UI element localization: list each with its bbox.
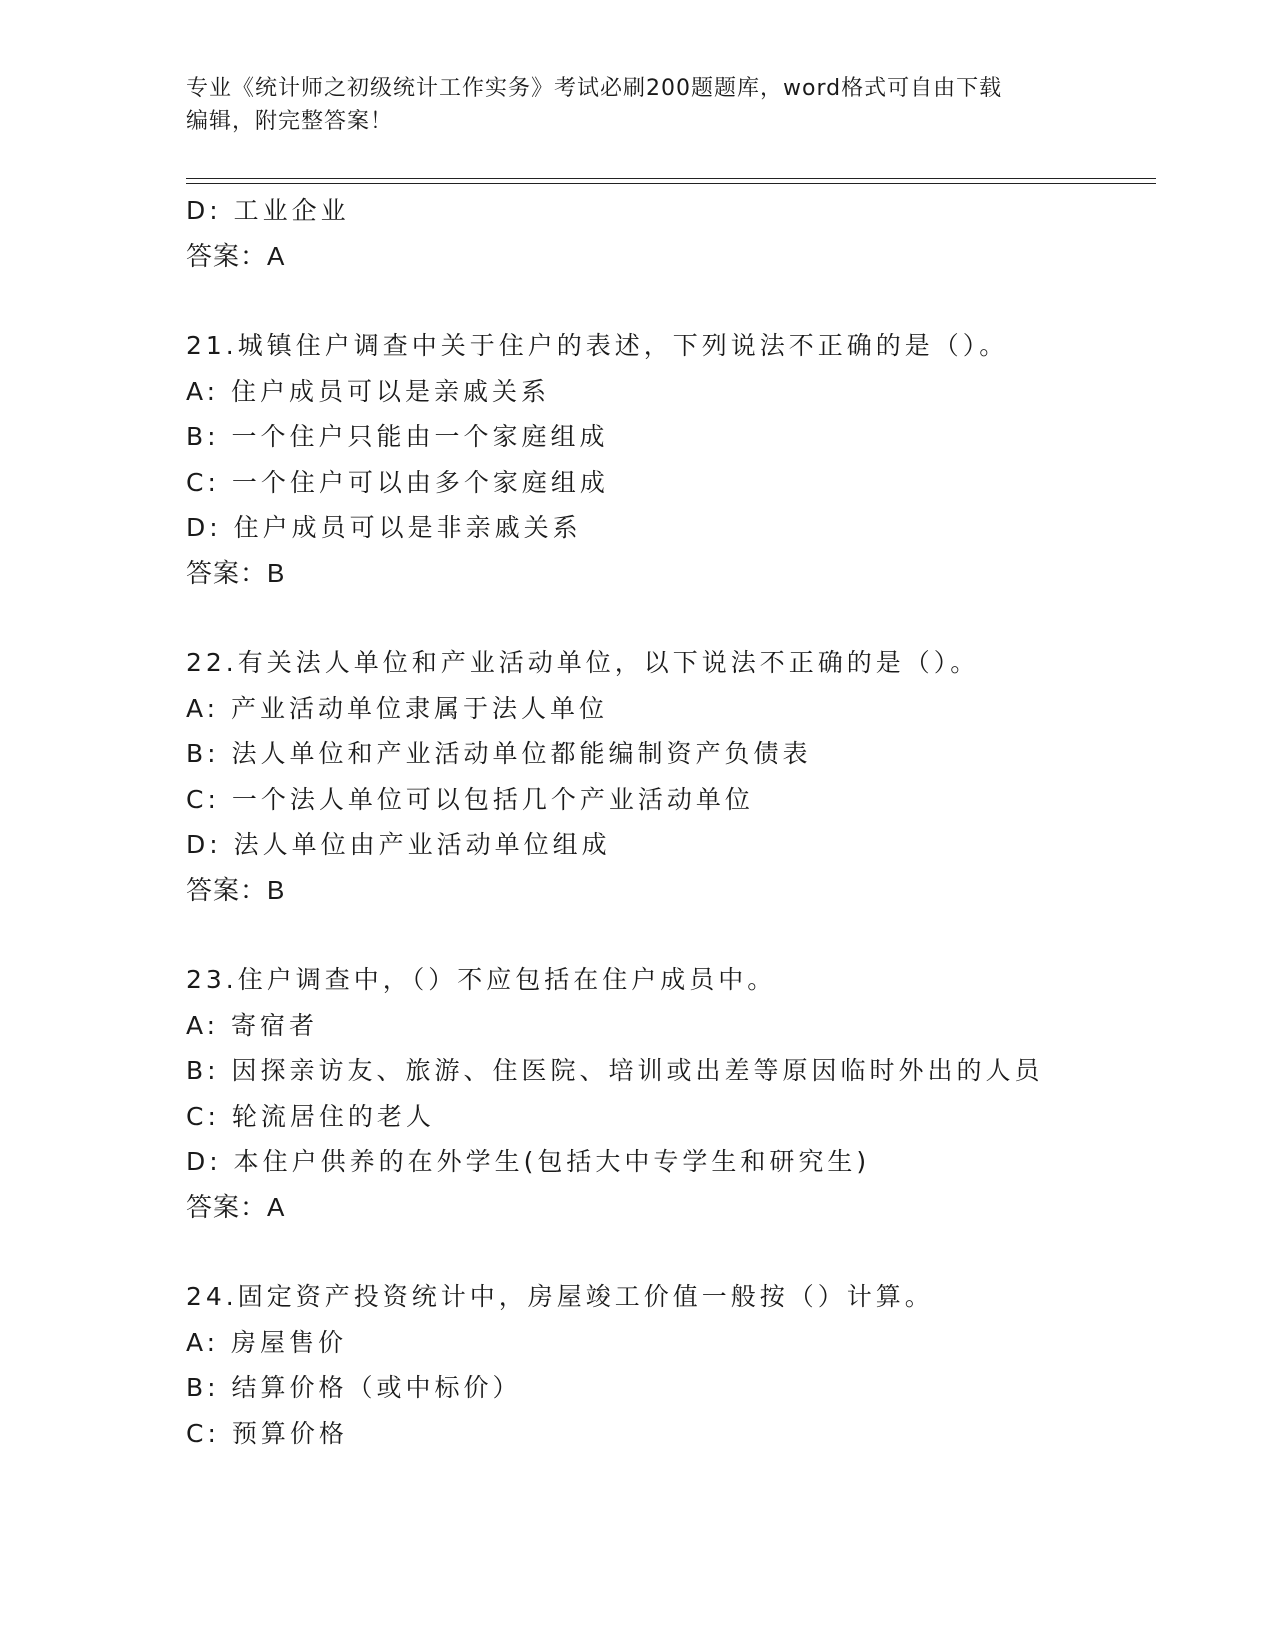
question-22 <box>186 640 1156 913</box>
option-a: A: 住户成员可以是亲戚关系 <box>186 376 551 406</box>
question-21 <box>186 323 1156 596</box>
option-b: B: 结算价格（或中标价） <box>186 1373 522 1402</box>
question-stem: 24.固定资产投资统计中，房屋竣工价值一般按（）计算。 <box>186 1282 934 1311</box>
option-c: C: 预算价格 <box>186 1418 348 1448</box>
option-b: B: 因探亲访友、旅游、住医院、培训或出差等原因临时外出的人员 <box>186 1056 1044 1085</box>
question-23 <box>186 957 1156 1230</box>
header-line-1: 专业《统计师之初级统计工作实务》考试必刷200题题库，word格式可自由下载 <box>186 76 1003 101</box>
option-a: A: 寄宿者 <box>186 1010 319 1040</box>
option-d: D: 工业企业 <box>186 196 350 225</box>
page-header <box>186 72 1076 138</box>
option-a: A: 房屋售价 <box>186 1327 348 1357</box>
spacer <box>186 596 1156 640</box>
spacer <box>186 1230 1156 1274</box>
option-d: D: 本住户供养的在外学生(包括大中专学生和研究生) <box>186 1147 871 1176</box>
question-stem: 21.城镇住户调查中关于住户的表述，下列说法不正确的是（）。 <box>186 331 1009 360</box>
option-c: C: 一个住户可以由多个家庭组成 <box>186 467 609 497</box>
option-b: B: 一个住户只能由一个家庭组成 <box>186 422 609 451</box>
spacer <box>186 913 1156 957</box>
option-c: C: 一个法人单位可以包括几个产业活动单位 <box>186 784 754 814</box>
header-divider <box>186 178 1156 184</box>
question-24 <box>186 1274 1156 1456</box>
option-d: D: 住户成员可以是非亲戚关系 <box>186 513 582 542</box>
question-stem: 22.有关法人单位和产业活动单位，以下说法不正确的是（）。 <box>186 648 980 677</box>
answer: 答案：A <box>186 240 286 271</box>
option-b: B: 法人单位和产业活动单位都能编制资产负债表 <box>186 739 812 768</box>
answer: 答案：B <box>186 874 286 905</box>
document-body <box>186 188 1156 1456</box>
option-a: A: 产业活动单位隶属于法人单位 <box>186 693 609 723</box>
option-c: C: 轮流居住的老人 <box>186 1101 435 1131</box>
answer: 答案：A <box>186 1191 286 1222</box>
option-d: D: 法人单位由产业活动单位组成 <box>186 830 611 859</box>
spacer <box>186 279 1156 323</box>
answer: 答案：B <box>186 557 286 588</box>
header-line-2: 编辑，附完整答案！ <box>186 109 394 134</box>
question-stem: 23.住户调查中，（）不应包括在住户成员中。 <box>186 965 777 994</box>
